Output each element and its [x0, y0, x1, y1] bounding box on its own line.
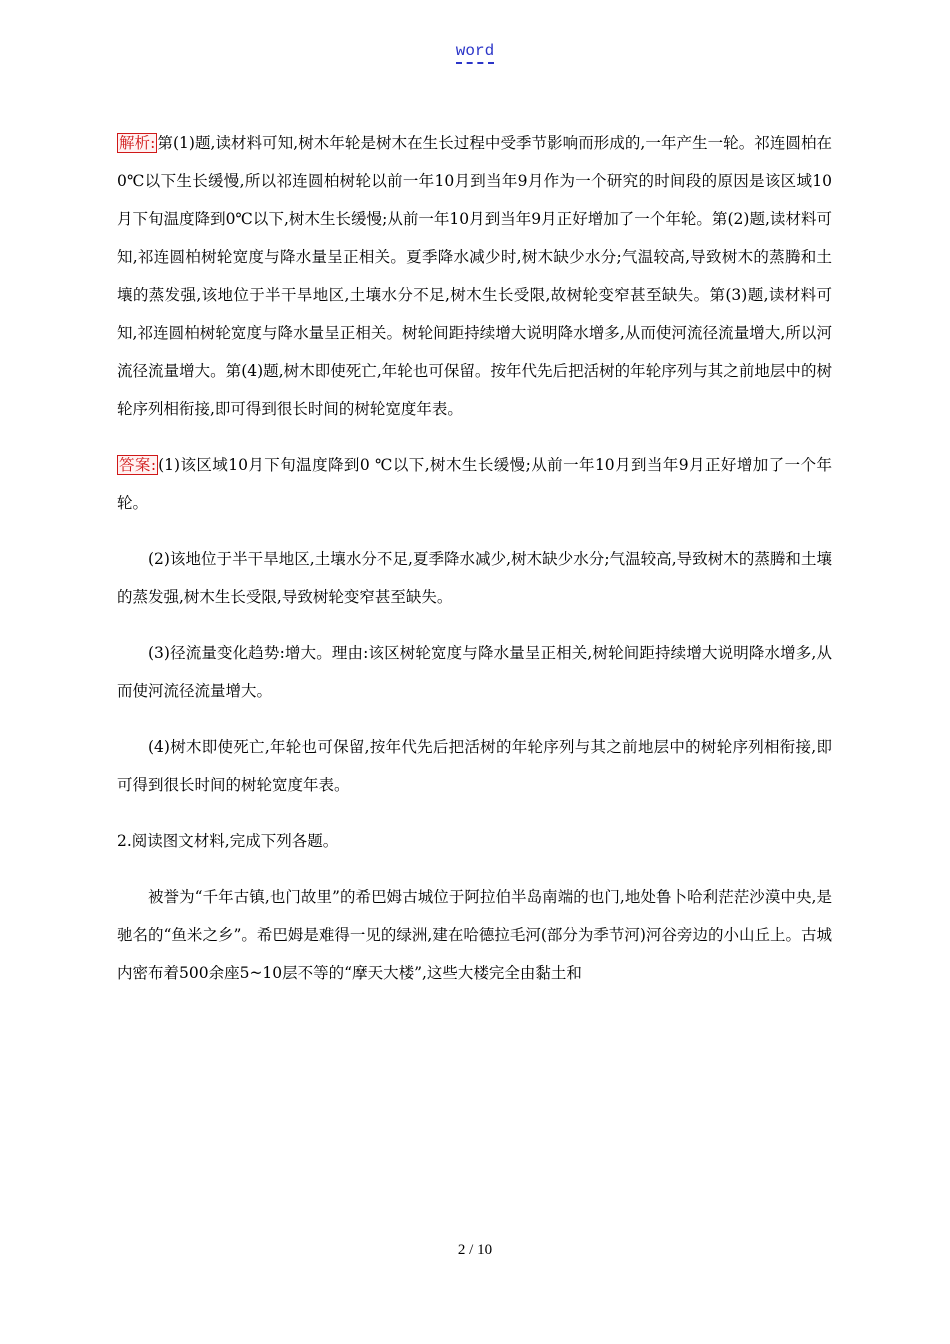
- analysis-tag: 解析:: [119, 134, 156, 152]
- answer-paragraph-1: [117, 446, 832, 522]
- answer-paragraph-3: (3)径流量变化趋势:增大。理由:该区树轮宽度与降水量呈正相关,树轮间距持续增大说明降水增多,从而使河流径流量增大。: [117, 644, 832, 700]
- question-2-material: 被誉为“千年古镇,也门故里”的希巴姆古城位于阿拉伯半岛南端的也门,地处鲁卜哈利茫茫沙漠中央,是驰名的“鱼米之乡”。希巴姆是难得一见的绿洲,建在哈德拉毛河(部分为季节河)河谷旁边的小山丘上。古城内密布着500余座5~10层不等的“摩天大楼”,这些大楼完全由黏土和: [117, 888, 832, 982]
- document-body: [117, 124, 832, 992]
- answer-paragraph-2: (2)该地位于半干旱地区,土壤水分不足,夏季降水减少,树木缺少水分;气温较高,导致树木的蒸腾和土壤的蒸发强,树木生长受限,导致树轮变窄甚至缺失。: [117, 550, 832, 606]
- page-header: [0, 40, 950, 60]
- analysis-paragraph: [117, 124, 832, 428]
- answer-paragraph-4: (4)树木即使死亡,年轮也可保留,按年代先后把活树的年轮序列与其之前地层中的树轮序列相衔接,即可得到很长时间的树轮宽度年表。: [117, 738, 832, 794]
- header-title: word: [456, 42, 494, 64]
- answer-1-text: (1)该区域10月下旬温度降到0 ℃以下,树木生长缓慢;从前一年10月到当年9月正好增加了一个年轮。: [117, 456, 832, 512]
- page-number: 2 / 10: [457, 1242, 493, 1258]
- question-2-prompt: 2.阅读图文材料,完成下列各题。: [117, 832, 339, 850]
- analysis-text: 第(1)题,读材料可知,树木年轮是树木在生长过程中受季节影响而形成的,一年产生一轮。祁连圆柏在0℃以下生长缓慢,所以祁连圆柏树轮以前一年10月到当年9月作为一个研究的时间段的原因是该区域10月下旬温度降到0℃以下,树木生长缓慢;从前一年10月到当年9月正好增加了一个年轮。第(2)题,读材料可知,祁连圆柏树轮宽度与降水量呈正相关。夏季降水减少时,树木缺少水分;气温较高,导致树木的蒸腾和土壤的蒸发强,该地位于半干旱地区,土壤水分不足,树木生长受限,故树轮变窄甚至缺失。第(3)题,读材料可知,祁连圆柏树轮宽度与降水量呈正相关。树轮间距持续增大说明降水增多,从而使河流径流量增大,所以河流径流量增大。第(4)题,树木即使死亡,年轮也可保留。按年代先后把活树的年轮序列与其之前地层中的树轮序列相衔接,即可得到很长时间的树轮宽度年表。: [117, 134, 832, 418]
- answer-tag: 答案:: [119, 456, 157, 474]
